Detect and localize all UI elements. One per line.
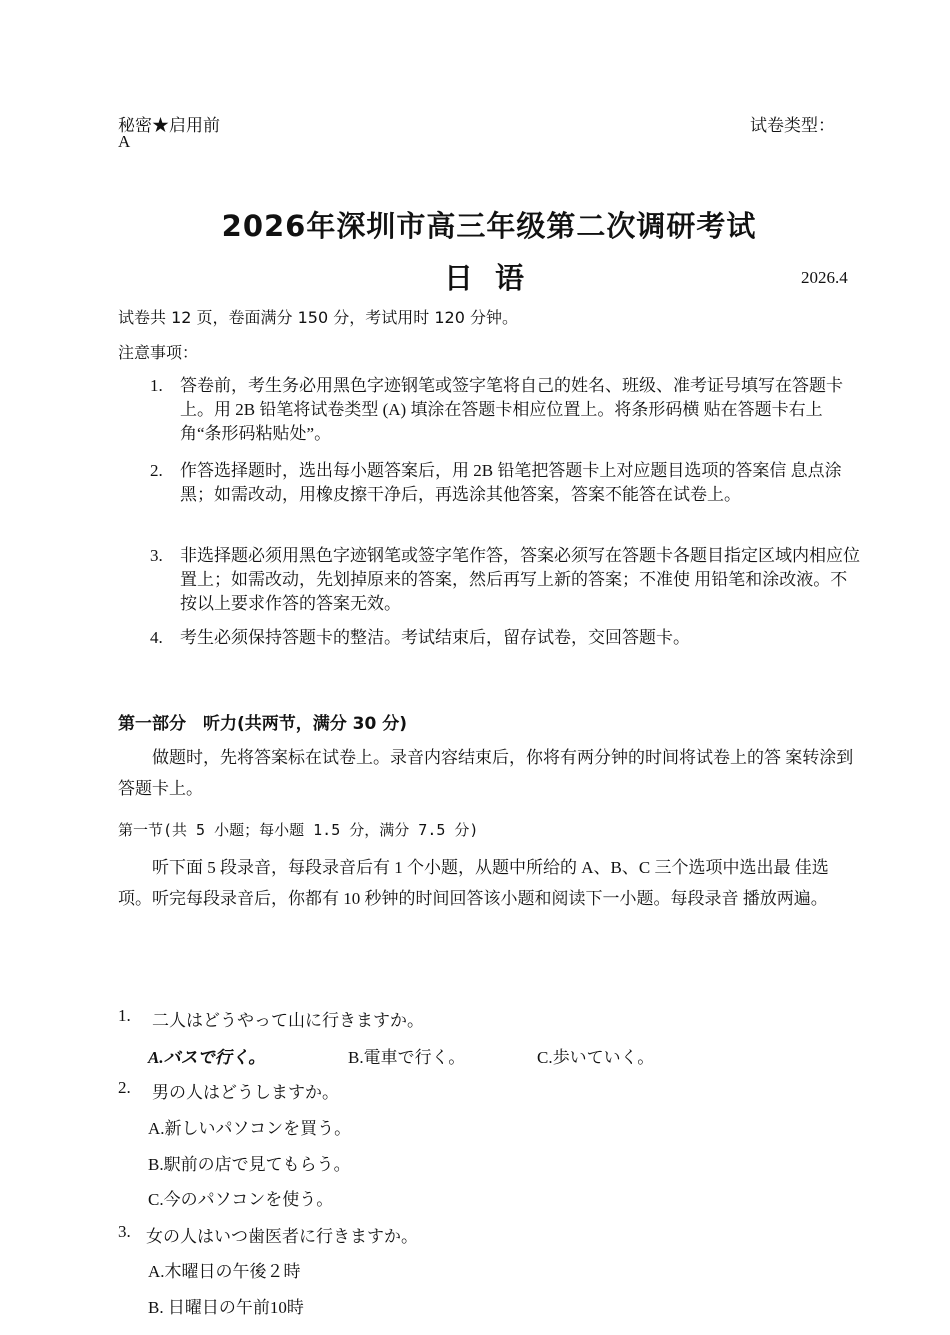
question-number: 2. — [118, 1078, 131, 1097]
notice-item — [150, 626, 860, 650]
notice-item-number: 2. — [150, 461, 163, 480]
subject-title: 日语 — [444, 261, 547, 295]
question-number: 1. — [118, 1006, 131, 1025]
question-text: 男の人はどうしますか。 — [152, 1083, 339, 1102]
paper-type-value: A — [118, 132, 131, 151]
question-text: 女の人はいつ歯医者に行きますか。 — [146, 1227, 418, 1246]
notice-item — [150, 459, 860, 507]
section1-instruction: 听下面 5 段录音，每段录音后有 1 个小题，从题中所给的 A、B、C 三个选项中选出最 佳选项。听完每段录音后，你都有 10 秒钟的时间回答该小题和阅读下一小题。每段录音 播放两遍。 — [118, 858, 829, 908]
question-number: 3. — [118, 1222, 131, 1241]
exam-title: 2026年深圳市高三年级第二次调研考试 — [221, 209, 757, 243]
part1-title: 第一部分 听力(共两节，满分 30 分) — [118, 714, 408, 734]
secret-label: 秘密★启用前 — [118, 116, 220, 135]
notice-item-text: 非选择题必须用黑色字迹钢笔或签字笔作答，答案必须写在答题卡各题目指定区域内相应位置上；如需改动，先划掉原来的答案，然后再写上新的答案；不准使 用铅笔和涂改液。不按以上要求作答的答案无效。 — [180, 546, 860, 613]
notice-item-number: 1. — [150, 376, 163, 395]
option-a: A.バスで行く。 — [148, 1048, 266, 1067]
option-c: C.歩いていく。 — [537, 1048, 655, 1067]
notice-item-number: 4. — [150, 628, 163, 647]
exam-info: 试卷共 12 页，卷面满分 150 分，考试用时 120 分钟。 — [118, 308, 518, 327]
option-c: C.今のパソコンを使う。 — [148, 1190, 334, 1209]
notice-heading: 注意事项： — [118, 343, 199, 362]
section1-title: 第一节(共 5 小题；每小题 1.5 分，满分 7.5 分) — [118, 821, 479, 839]
option-a: A.木曜日の午後２時 — [148, 1262, 301, 1281]
option-b: B.駅前の店で見てもらう。 — [148, 1155, 351, 1174]
option-b: B. 日曜日の午前10時 — [148, 1298, 304, 1317]
notice-item — [150, 374, 860, 446]
notice-item-text: 作答选择题时，选出每小题答案后，用 2B 铅笔把答题卡上对应题目选项的答案信 息点涂黑；如需改动，用橡皮擦干净后，再选涂其他答案，答案不能答在试卷上。 — [180, 461, 842, 504]
part1-instruction: 做题时，先将答案标在试卷上。录音内容结束后，你将有两分钟的时间将试卷上的答 案转涂到答题卡上。 — [118, 748, 854, 798]
notice-item-text: 答卷前，考生务必用黑色字迹钢笔或签字笔将自己的姓名、班级、准考证号填写在答题卡上。用 2B 铅笔将试卷类型 (A) 填涂在答题卡相应位置上。将条形码横 贴在答题卡右上角“条形码粘贴处”。 — [180, 376, 843, 443]
notice-item-text: 考生必须保持答题卡的整洁。考试结束后，留存试卷，交回答题卡。 — [180, 628, 690, 647]
option-a: A.新しいパソコンを買う。 — [148, 1119, 352, 1138]
notice-item — [150, 544, 860, 616]
paper-type-label: 试卷类型： — [750, 116, 835, 135]
exam-date: 2026.4 — [801, 268, 848, 287]
option-b: B.電車で行く。 — [348, 1048, 466, 1067]
question-text: 二人はどうやって山に行きますか。 — [152, 1011, 424, 1030]
notice-item-number: 3. — [150, 546, 163, 565]
